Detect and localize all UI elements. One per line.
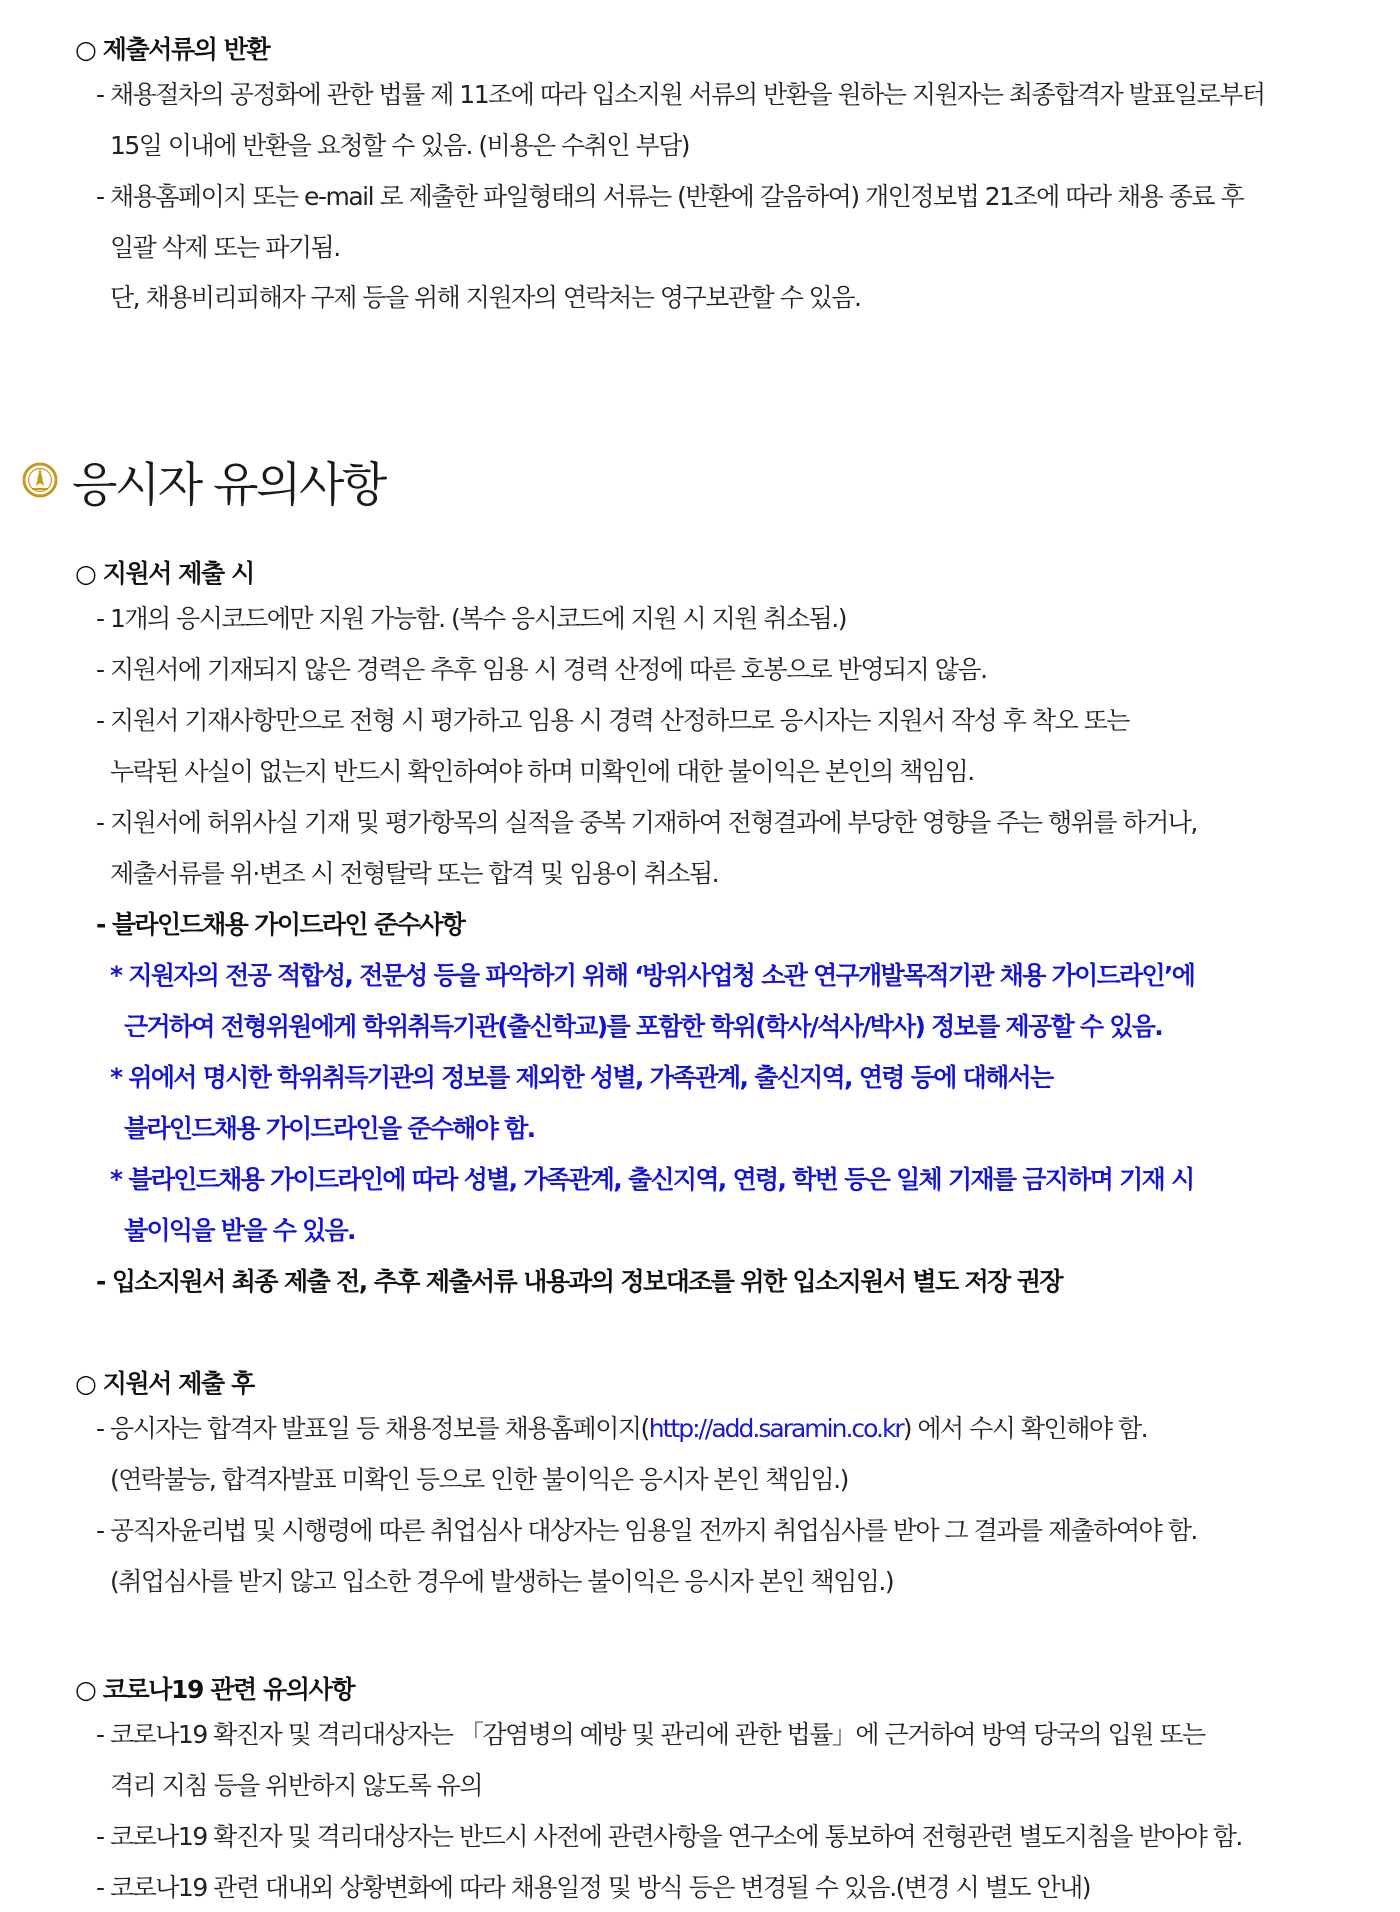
page-title: 응시자 유의사항	[72, 458, 385, 513]
return-line-4: 일괄 삭제 또는 파기됨.	[110, 233, 340, 262]
save-application-note: - 입소지원서 최종 제출 전, 추후 제출서류 내용과의 정보대조를 위한 입소지원서 별도 저장 권장	[96, 1267, 1062, 1296]
submit-line-5: - 지원서에 허위사실 기재 및 평가항목의 실적을 중복 기재하여 전형결과에 부당한 영향을 주는 행위를 하거나,	[96, 808, 1197, 837]
after-line-4: (취업심사를 받지 않고 입소한 경우에 발생하는 불이익은 응시자 본인 책임임.)	[110, 1567, 894, 1596]
covid-line-3: - 코로나19 확진자 및 격리대상자는 반드시 사전에 관련사항을 연구소에 통보하여 전형관련 별도지침을 받아야 함.	[96, 1822, 1242, 1851]
submit-line-6: 제출서류를 위·변조 시 전형탈락 또는 합격 및 임용이 취소됨.	[110, 859, 719, 888]
after-line-1-prefix: - 응시자는 합격자 발표일 등 채용정보를 채용홈페이지(	[96, 1414, 649, 1443]
after-line-1	[96, 1414, 1147, 1444]
blind-guideline-heading: - 블라인드채용 가이드라인 준수사항	[96, 910, 465, 939]
blind-note-3: * 블라인드채용 가이드라인에 따라 성별, 가족관계, 출신지역, 연령, 학번 등은 일체 기재를 금지하며 기재 시	[110, 1165, 1194, 1194]
blind-note-2: * 위에서 명시한 학위취득기관의 정보를 제외한 성별, 가족관계, 출신지역, 연령 등에 대해서는	[110, 1063, 1053, 1092]
after-line-2: (연락불능, 합격자발표 미확인 등으로 인한 불이익은 응시자 본인 책임임.)	[110, 1465, 848, 1494]
covid-line-1: - 코로나19 확진자 및 격리대상자는 「감염병의 예방 및 관리에 관한 법률」에 근거하여 방역 당국의 입원 또는	[96, 1720, 1205, 1749]
section-heading-covid19: ○ 코로나19 관련 유의사항	[75, 1675, 355, 1704]
after-line-1-suffix: ) 에서 수시 확인해야 함.	[902, 1414, 1148, 1443]
submit-line-4: 누락된 사실이 없는지 반드시 확인하여야 하며 미확인에 대한 불이익은 본인의 책임임.	[110, 757, 974, 786]
section-heading-after-submission: ○ 지원서 제출 후	[75, 1369, 254, 1398]
compass-emblem-icon	[22, 462, 58, 498]
return-line-5: 단, 채용비리피해자 구제 등을 위해 지원자의 연락처는 영구보관할 수 있음.	[110, 283, 861, 312]
return-line-1: - 채용절차의 공정화에 관한 법률 제 11조에 따라 입소지원 서류의 반환을 원하는 지원자는 최종합격자 발표일로부터	[96, 80, 1265, 109]
return-line-2: 15일 이내에 반환을 요청할 수 있음. (비용은 수취인 부담)	[110, 131, 689, 160]
section-heading-document-return: ○ 제출서류의 반환	[75, 35, 270, 64]
return-line-3: - 채용홈페이지 또는 e-mail 로 제출한 파일형태의 서류는 (반환에 갈음하여) 개인정보법 21조에 따라 채용 종료 후	[96, 182, 1244, 211]
blind-note-3-cont: 불이익을 받을 수 있음.	[124, 1216, 355, 1245]
covid-line-4: - 코로나19 관련 대내외 상황변화에 따라 채용일정 및 방식 등은 변경될 수 있음.(변경 시 별도 안내)	[96, 1873, 1091, 1902]
submit-line-2: - 지원서에 기재되지 않은 경력은 추후 임용 시 경력 산정에 따른 호봉으로 반영되지 않음.	[96, 655, 987, 684]
blind-note-1: * 지원자의 전공 적합성, 전문성 등을 파악하기 위해 ‘방위사업청 소관 연구개발목적기관 채용 가이드라인’에	[110, 961, 1195, 990]
section-heading-submission: ○ 지원서 제출 시	[75, 559, 254, 588]
blind-note-2-cont: 블라인드채용 가이드라인을 준수해야 함.	[124, 1114, 535, 1143]
blind-note-1-cont: 근거하여 전형위원에게 학위취득기관(출신학교)를 포함한 학위(학사/석사/박사) 정보를 제공할 수 있음.	[124, 1012, 1163, 1041]
after-line-3: - 공직자윤리법 및 시행령에 따른 취업심사 대상자는 임용일 전까지 취업심사를 받아 그 결과를 제출하여야 함.	[96, 1516, 1197, 1545]
submit-line-1: - 1개의 응시코드에만 지원 가능함. (복수 응시코드에 지원 시 지원 취소됨.)	[96, 604, 846, 633]
recruit-homepage-link[interactable]: http://add.saramin.co.kr	[648, 1414, 903, 1443]
covid-line-2: 격리 지침 등을 위반하지 않도록 유의	[110, 1771, 482, 1800]
submit-line-3: - 지원서 기재사항만으로 전형 시 평가하고 임용 시 경력 산정하므로 응시자는 지원서 작성 후 착오 또는	[96, 706, 1129, 735]
